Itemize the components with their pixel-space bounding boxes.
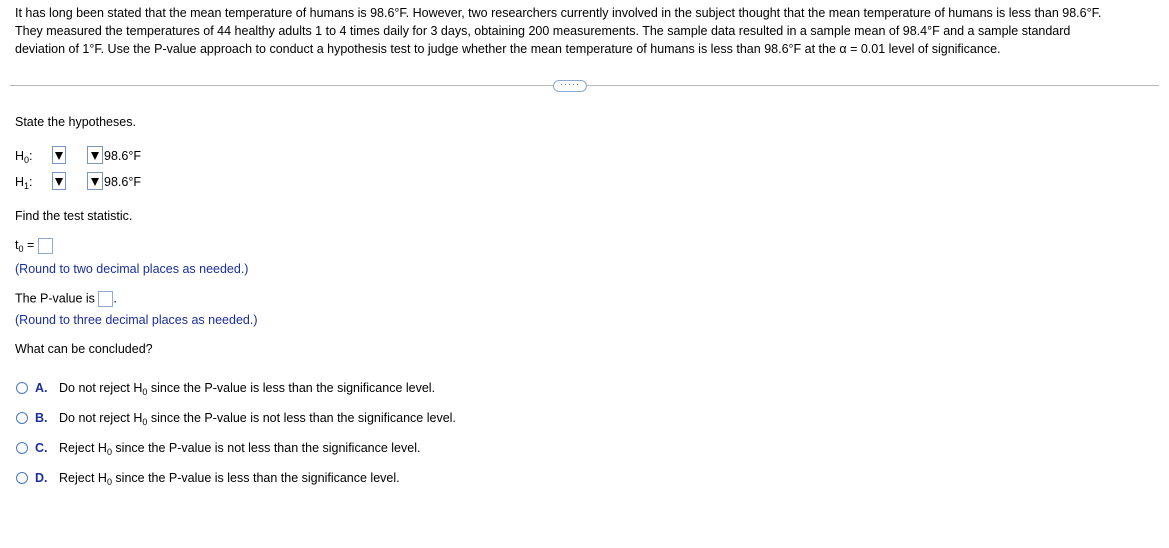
chevron-down-icon [91, 178, 99, 186]
option-letter: B. [35, 411, 48, 425]
p-value-label: The P-value is [15, 291, 95, 306]
radio-button-icon[interactable] [16, 412, 28, 424]
option-text: Do not reject $H_0$ since the P-value is not less than the significance level. [59, 411, 456, 427]
h1-label: $H_1$: [15, 175, 33, 191]
test-statistic-hint: (Round to two decimal places as needed.) [15, 262, 249, 276]
problem-line-3: deviation of 1°F. Use the P-value approach to conduct a hypothesis test to judge whether the mean temperature of humans is less than 98.6°F at the α = 0.01 level of significance. [15, 42, 1001, 56]
test-statistic-prompt: Find the test statistic. [15, 209, 133, 223]
radio-button-icon[interactable] [16, 382, 28, 394]
h0-value: 98.6°F [104, 149, 141, 163]
h0-relation-dropdown[interactable] [87, 146, 103, 164]
conclusion-prompt: What can be concluded? [15, 342, 153, 356]
option-text: Reject $H_0$ since the P-value is less than the significance level. [59, 471, 400, 487]
option-letter: D. [35, 471, 48, 485]
option-letter: A. [35, 381, 48, 395]
h1-value: 98.6°F [104, 175, 141, 189]
chevron-down-icon [55, 178, 63, 186]
problem-statement [15, 4, 1155, 58]
h0-parameter-dropdown[interactable] [52, 146, 66, 164]
chevron-down-icon [55, 152, 63, 160]
p-value-hint: (Round to three decimal places as needed.) [15, 313, 258, 327]
radio-button-icon[interactable] [16, 442, 28, 454]
option-text: Reject $H_0$ since the P-value is not less than the significance level. [59, 441, 421, 457]
h1-relation-dropdown[interactable] [87, 172, 103, 190]
h1-parameter-dropdown[interactable] [52, 172, 66, 190]
problem-line-1: It has long been stated that the mean temperature of humans is 98.6°F. However, two researchers currently involved in the subject thought that the mean temperature of humans is less than 98.6°F. [15, 6, 1102, 20]
test-statistic-input[interactable] [38, 238, 53, 254]
p-value-row [15, 291, 117, 307]
radio-button-icon[interactable] [16, 472, 28, 484]
test-statistic-label: $t_0$ = [15, 238, 35, 255]
hypotheses-prompt: State the hypotheses. [15, 115, 136, 129]
problem-line-2: They measured the temperatures of 44 healthy adults 1 to 4 times daily for 3 days, obtaining 200 measurements. The sample data resulted in a sample mean of 98.4°F and a sample standard [15, 24, 1071, 38]
option-letter: C. [35, 441, 48, 455]
p-value-period: . [113, 291, 117, 306]
h0-label: $H_0$: [15, 149, 33, 165]
p-value-input[interactable] [98, 291, 113, 307]
more-options-button[interactable]: ····· [553, 80, 587, 92]
test-statistic-row [15, 238, 53, 254]
chevron-down-icon [91, 152, 99, 160]
option-text: Do not reject $H_0$ since the P-value is less than the significance level. [59, 381, 436, 397]
